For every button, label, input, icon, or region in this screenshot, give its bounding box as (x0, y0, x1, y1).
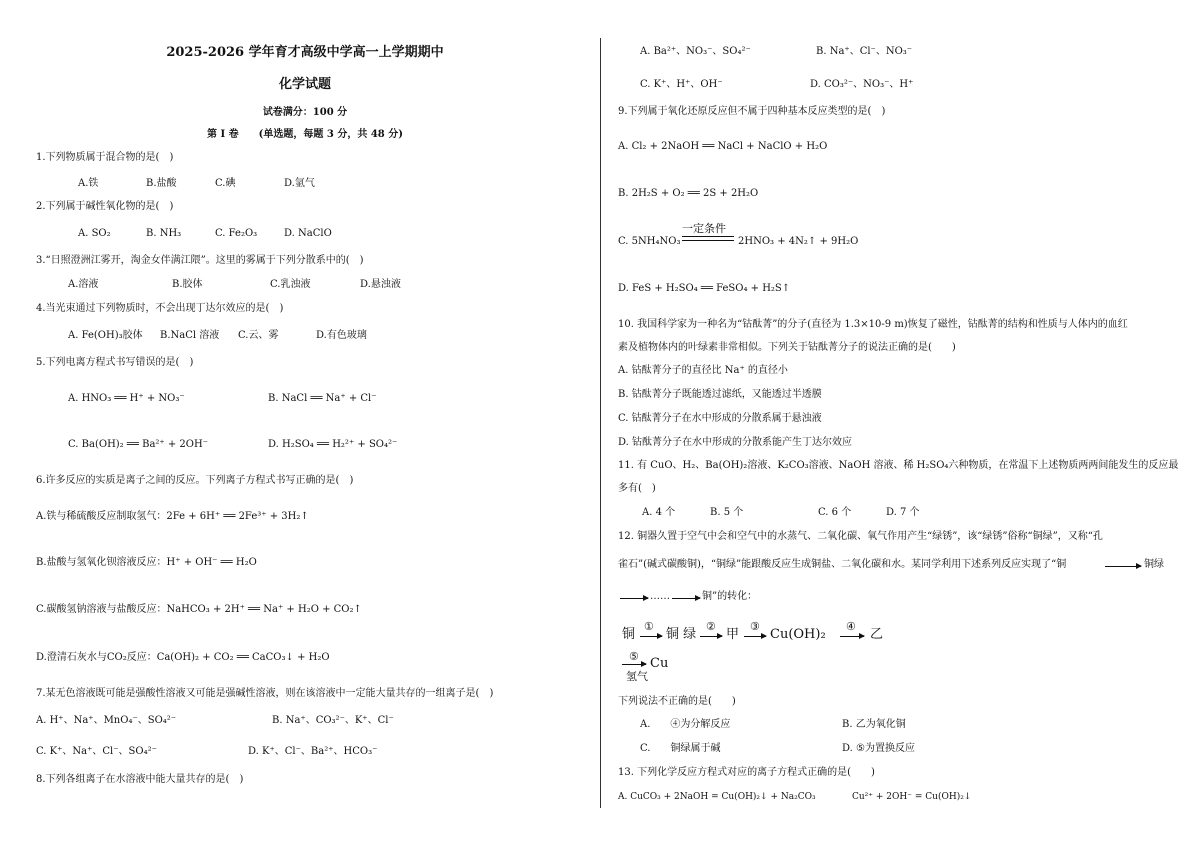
q9-option-d: D. FeS + H₂SO₄ ══ FeSO₄ + H₂S↑ (618, 283, 791, 294)
scheme-cu-product: Cu (650, 656, 669, 671)
q1-option-c: C.碘 (215, 178, 236, 189)
q12-question: 下列说法不正确的是( ) (618, 696, 736, 707)
q12-inline-arrow-1 (1105, 566, 1141, 567)
section-heading: 第 I 卷 (单选题，每题 3 分，共 48 分) (207, 129, 403, 140)
q4-stem: 4.当光束通过下列物质时，不会出现丁达尔效应的是( ) (36, 303, 284, 314)
scheme-arrow-5 (622, 664, 646, 665)
q13-option-a-ionic: Cu²⁺ + 2OH⁻ = Cu(OH)₂↓ (852, 792, 972, 802)
exam-title: 2025-2026 学年育才高级中学高一上学期期中 (166, 45, 444, 60)
q2-option-d: D. NaClO (284, 228, 332, 239)
q8-option-a: A. Ba²⁺、NO₃⁻、SO₄²⁻ (640, 46, 751, 57)
scheme-step-3: ③ (750, 620, 760, 633)
q11-stem-line2: 多有( ) (618, 483, 656, 494)
q6-option-c: C.碳酸氢钠溶液与盐酸反应：NaHCO₃ + 2H⁺ ══ Na⁺ + H₂O + CO₂↑ (36, 604, 362, 615)
scheme-copper: 铜 (622, 627, 636, 642)
q3-option-c: C.乳浊液 (270, 279, 311, 290)
q2-option-b: B. NH₃ (146, 228, 182, 239)
q12-stem-line3: 铜”的转化： (702, 591, 758, 602)
q9-option-a: A. Cl₂ + 2NaOH ══ NaCl + NaClO + H₂O (618, 141, 828, 152)
q3-option-a: A.溶液 (68, 279, 99, 290)
q6-stem: 6.许多反应的实质是离子之间的反应。下列离子方程式书写正确的是( ) (36, 475, 354, 486)
q2-stem: 2.下列属于碱性氧化物的是( ) (36, 201, 174, 212)
scheme-verdigris: 铜 绿 (666, 627, 697, 642)
q2-option-a: A. SO₂ (78, 228, 111, 239)
q10-option-b: B. 钴酞菁分子既能透过滤纸，又能透过半透膜 (618, 389, 822, 400)
q7-option-d: D. K⁺、Cl⁻、Ba²⁺、HCO₃⁻ (248, 746, 378, 757)
q13-option-a-equation: A. CuCO₃ + 2NaOH = Cu(OH)₂↓ + Na₂CO₃ (618, 792, 816, 802)
q11-option-a: A. 4 个 (642, 507, 676, 518)
q5-option-b: B. NaCl ══ Na⁺ + Cl⁻ (268, 393, 377, 404)
scheme-step-5: ⑤ (629, 650, 639, 663)
score-line: 试卷满分：100 分 (262, 107, 348, 118)
q8-option-b: B. Na⁺、Cl⁻、NO₃⁻ (816, 46, 913, 57)
q12-option-a: A. ④为分解反应 (640, 719, 731, 730)
q12-stem-line1: 12. 铜器久置于空气中会和空气中的水蒸气、二氧化碳、氧气作用产生“绿锈”，该“绿锈”俗称“铜绿”，又称“孔 (618, 531, 1103, 542)
q6-option-b: B.盐酸与氢氧化钡溶液反应：H⁺ + OH⁻ ══ H₂O (36, 557, 257, 568)
q11-stem-line1: 11. 有 CuO、H₂、Ba(OH)₂溶液、K₂CO₃溶液、NaOH 溶液、稀 H₂SO₄六种物质，在常温下上述物质两两间能发生的反应最 (618, 460, 1179, 471)
q4-option-c: C.云、雾 (238, 330, 279, 341)
scheme-yi: 乙 (870, 627, 884, 642)
q10-option-c: C. 钴酞菁分子在水中形成的分散系属于悬浊液 (618, 413, 822, 424)
q12-stem-line2: 雀石”(碱式碳酸铜)，“铜绿”能跟酸反应生成铜盐、二氧化碳和水。某同学利用下述系列反应实现了“铜 (618, 559, 1067, 570)
scheme-arrow-1 (640, 636, 662, 637)
q4-option-b: B.NaCl 溶液 (160, 330, 220, 341)
q10-option-a: A. 钴酞菁分子的直径比 Na⁺ 的直径小 (618, 365, 788, 376)
q9-option-c-products: 2HNO₃ + 4N₂↑ + 9H₂O (738, 236, 859, 247)
q11-option-c: C. 6 个 (818, 507, 852, 518)
q3-option-d: D.悬浊液 (360, 279, 401, 290)
q11-option-b: B. 5 个 (710, 507, 744, 518)
scheme-copper-hydroxide: Cu(OH)₂ (770, 627, 826, 642)
q10-option-d: D. 钴酞菁分子在水中形成的分散系能产生丁达尔效应 (618, 437, 853, 448)
q8-option-c: C. K⁺、H⁺、OH⁻ (640, 79, 723, 90)
q7-option-b: B. Na⁺、CO₃²⁻、K⁺、Cl⁻ (272, 715, 394, 726)
q2-option-c: C. Fe₂O₃ (215, 228, 258, 239)
q12-stem-line2-end: 铜绿 (1144, 559, 1164, 570)
q5-stem: 5.下列电离方程式书写错误的是( ) (36, 357, 194, 368)
q5-option-d: D. H₂SO₄ ══ H₂²⁺ + SO₄²⁻ (268, 439, 398, 450)
q12-option-b: B. 乙为氧化铜 (842, 719, 906, 730)
scheme-arrow-4 (840, 636, 864, 637)
q10-stem-line1: 10. 我国科学家为一种名为“钴酞菁”的分子(直径为 1.3×10-9 m)恢复了磁性，钴酞菁的结构和性质与人体内的血红 (618, 319, 1128, 330)
q5-option-a: A. HNO₃ ══ H⁺ + NO₃⁻ (68, 393, 185, 404)
q12-ellipsis: …… (650, 591, 670, 602)
q11-option-d: D. 7 个 (886, 507, 920, 518)
q7-option-c: C. K⁺、Na⁺、Cl⁻、SO₄²⁻ (36, 746, 157, 757)
q13-stem: 13. 下列化学反应方程式对应的离子方程式正确的是( ) (618, 767, 875, 778)
q12-inline-arrow-3 (672, 598, 700, 599)
q9-stem: 9.下列属于氧化还原反应但不属于四种基本反应类型的是( ) (618, 106, 886, 117)
q3-option-b: B.胶体 (172, 279, 203, 290)
q1-option-b: B.盐酸 (146, 178, 177, 189)
column-divider (600, 38, 601, 808)
q7-option-a: A. H⁺、Na⁺、MnO₄⁻、SO₄²⁻ (36, 715, 177, 726)
q4-option-d: D.有色玻璃 (316, 330, 367, 341)
q3-stem: 3.“日照澄洲江雾开，淘金女伴满江隈”。这里的雾属于下列分散系中的( ) (36, 255, 364, 266)
q5-option-c: C. Ba(OH)₂ ══ Ba²⁺ + 2OH⁻ (68, 439, 208, 450)
q12-option-d: D. ⑤为置换反应 (842, 743, 915, 754)
scheme-arrow-2 (700, 636, 722, 637)
q12-option-c: C. 铜绿属于碱 (640, 743, 721, 754)
q8-stem: 8.下列各组离子在水溶液中能大量共存的是( ) (36, 774, 244, 785)
scheme-step-2: ② (706, 620, 716, 633)
q8-option-d: D. CO₃²⁻、NO₃⁻、H⁺ (810, 79, 914, 90)
scheme-step-1: ① (644, 620, 654, 633)
q1-option-d: D.氩气 (284, 178, 315, 189)
q10-stem-line2: 素及植物体内的叶绿素非常相似。下列关于钴酞菁分子的说法正确的是( ) (618, 342, 956, 353)
q6-option-d: D.澄清石灰水与CO₂反应：Ca(OH)₂ + CO₂ ══ CaCO₃↓ + H₂O (36, 652, 330, 663)
q4-option-a: A. Fe(OH)₃胶体 (68, 330, 143, 341)
q9-equals-sign (682, 236, 734, 241)
subject-title: 化学试题 (278, 77, 331, 92)
q6-option-a: A.铁与稀硫酸反应制取氢气：2Fe + 6H⁺ ══ 2Fe³⁺ + 3H₂↑ (36, 511, 309, 522)
q9-condition-label: 一定条件 (682, 222, 726, 235)
q12-inline-arrow-2 (620, 598, 648, 599)
q9-option-b: B. 2H₂S + O₂ ══ 2S + 2H₂O (618, 188, 759, 199)
q1-stem: 1.下列物质属于混合物的是( ) (36, 152, 174, 163)
scheme-hydrogen-label: 氢气 (626, 670, 648, 683)
scheme-step-4: ④ (846, 620, 856, 633)
scheme-arrow-3 (744, 636, 766, 637)
q9-option-c: C. 5NH₄NO₃ (618, 236, 681, 247)
scheme-jia: 甲 (726, 627, 740, 642)
q7-stem: 7.某无色溶液既可能是强酸性溶液又可能是强碱性溶液，则在该溶液中一定能大量共存的一组离子是( ) (36, 688, 494, 699)
q1-option-a: A.铁 (78, 178, 99, 189)
